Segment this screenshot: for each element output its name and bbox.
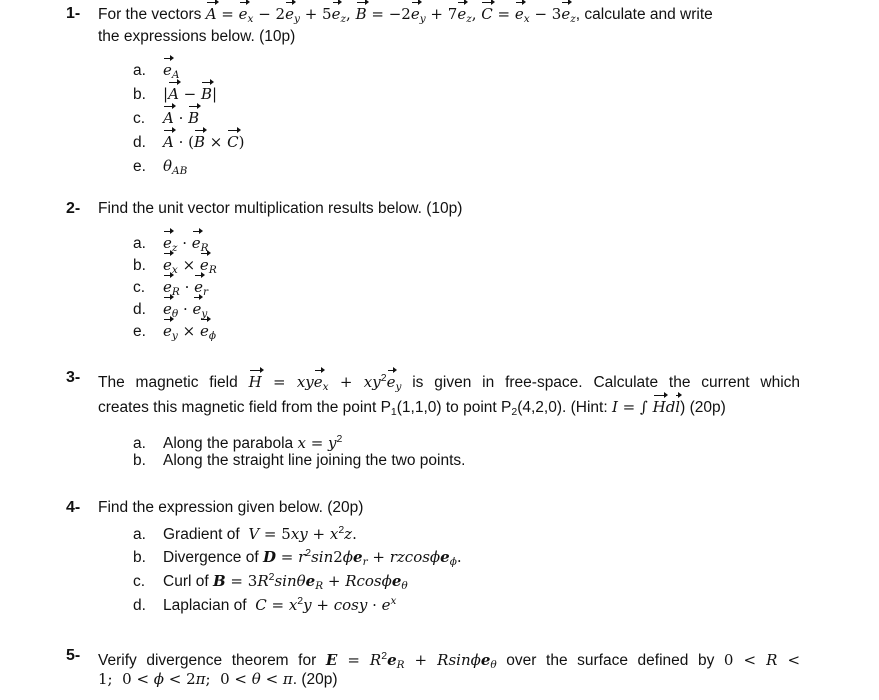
q2-item-a: a. $e_z \cdot e_R$ — [133, 234, 209, 254]
q3-statement: The magnetic field $H = xye_x + xy^2e_y$ is given in free-space. Calculate the current which — [98, 372, 801, 393]
q3-statement-line2: creates this magnetic field from the point $P_1(1,1,0)$ to point $P_2(4,2,0)$. (Hint: I = ∫ Hdl) (20p) — [98, 398, 726, 418]
q1-item-a: a. $e_A$ — [133, 61, 180, 81]
q2-item-d: d. $e_\theta \cdot e_y$ — [133, 300, 208, 320]
q5-statement: Verify divergence theorem for $E = R^2e_R + Rsin\phi e_\theta$ over the surface defined by 0 < R < — [98, 650, 801, 671]
q2-item-b: b. $e_x \times e_R$ — [133, 256, 217, 276]
q1-number: 1- — [66, 5, 81, 22]
q2-statement: Find the unit vector multiplication results below. (10p) — [98, 200, 463, 217]
q2-item-c: c. $e_R \cdot e_r$ — [133, 278, 209, 298]
q1-item-b: b. |A − B| — [133, 85, 218, 103]
q4-item-d: d. Laplacian of $C = x^2y + \cos y \cdot e^x$ — [133, 595, 397, 614]
q5-statement-line2: 1; 0 < ϕ < 2π; 0 < θ < π. (20p) — [98, 670, 338, 688]
q1-item-e: e. $\theta_{AB}$ — [133, 157, 188, 177]
q3-number: 3- — [66, 369, 81, 386]
q4-item-b: b. Divergence of $D = r^2\sin 2\phi e_r + rzcos\phi e_\phi$. — [133, 547, 462, 568]
q4-item-c: c. Curl of $B = 3R^2\sin\theta e_R + Rcos\phi e_\theta$ — [133, 571, 408, 592]
q1-item-d: d. A · (B × C) — [133, 133, 245, 151]
q2-item-e: e. $e_y \times e_\phi$ — [133, 322, 216, 342]
q3-item-b: b. Along the straight line joining the two points. — [133, 452, 466, 469]
q4-statement: Find the expression given below. (20p) — [98, 499, 364, 516]
q4-number: 4- — [66, 499, 81, 516]
q3-item-a: a. Along the parabola $x = y^2$ — [133, 433, 343, 452]
q2-number: 2- — [66, 200, 81, 217]
q4-item-a: a. Gradient of $V = 5xy + x^2z$. — [133, 524, 357, 543]
q1-item-c: c. A · B — [133, 109, 200, 127]
q5-number: 5- — [66, 647, 81, 664]
q1-statement-line2: the expressions below. (10p) — [98, 28, 296, 45]
q1-statement: For the vectors $A = e_x - 2e_y + 5e_z$, $B = -2e_y + 7e_z$, $C = e_x - 3e_z$, calculate and write — [98, 5, 713, 25]
